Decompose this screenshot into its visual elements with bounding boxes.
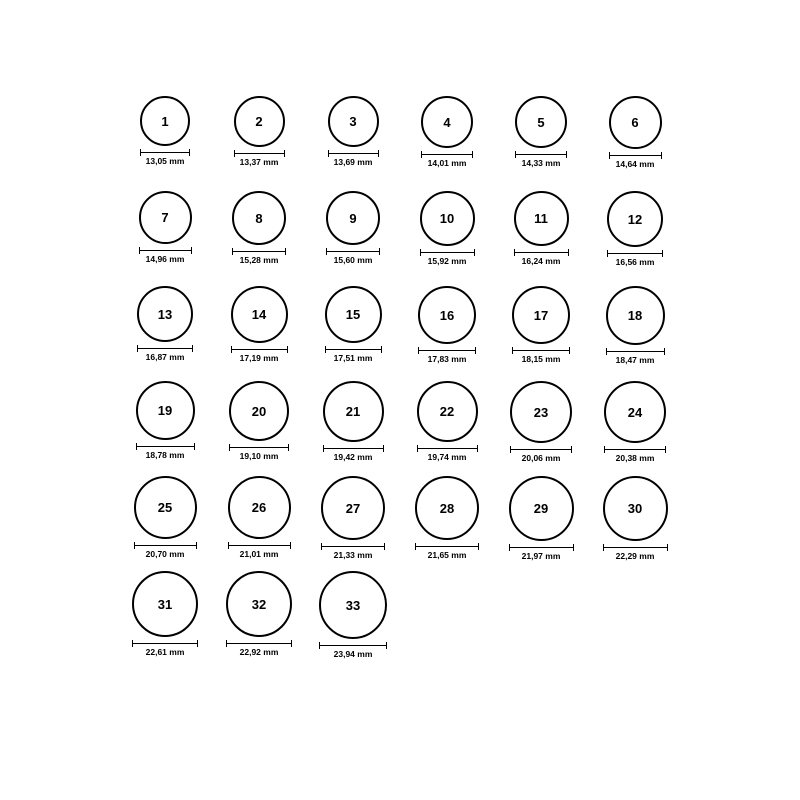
ring-diameter-mm: 17,51 mm (333, 353, 373, 363)
ring-size-cell (212, 571, 306, 666)
ring-diameter-mm: 17,83 mm (427, 354, 467, 364)
ring-size-cell (588, 191, 682, 286)
ring-circle (319, 571, 387, 639)
ring-diameter-mm: 14,64 mm (615, 159, 655, 169)
caliper-icon (606, 348, 665, 355)
ring-diameter-mm: 22,29 mm (615, 551, 655, 561)
ring-measurement (603, 544, 668, 561)
ring-size-label: 10 (439, 211, 455, 226)
caliper-icon (325, 346, 382, 353)
ring-measurement (418, 347, 476, 364)
ring-measurement (325, 346, 382, 363)
ring-circle (228, 476, 291, 539)
ring-circle (232, 191, 286, 245)
caliper-icon (140, 149, 190, 156)
ring-size-cell (400, 286, 494, 381)
ring-size-cell (118, 571, 212, 666)
ring-measurement (515, 151, 567, 168)
ring-diameter-mm: 19,10 mm (239, 451, 279, 461)
caliper-icon (232, 248, 286, 255)
ring-size-label: 3 (349, 114, 357, 129)
ring-size-cell (588, 476, 682, 571)
ring-size-label: 2 (255, 114, 263, 129)
ring-size-cell (306, 476, 400, 571)
caliper-icon (609, 152, 662, 159)
ring-size-cell (494, 381, 588, 476)
ring-measurement (234, 150, 285, 167)
ring-measurement (319, 642, 387, 659)
ring-size-cell (400, 381, 494, 476)
ring-size-label: 4 (443, 114, 451, 130)
ring-diameter-mm: 16,56 mm (615, 257, 655, 267)
ring-measurement (417, 445, 478, 462)
ring-diameter-mm: 22,61 mm (145, 647, 185, 657)
ring-circle (510, 381, 572, 443)
ring-diameter-mm: 16,24 mm (521, 256, 561, 266)
ring-measurement (136, 443, 195, 460)
ring-diameter-mm: 21,01 mm (239, 549, 279, 559)
ring-measurement (134, 542, 197, 559)
ring-size-cell (400, 191, 494, 286)
ring-circle (139, 191, 192, 244)
ring-size-cell (212, 191, 306, 286)
ring-measurement (420, 249, 475, 266)
ring-circle (132, 571, 198, 637)
ring-size-label: 33 (345, 597, 361, 613)
ring-measurement (606, 348, 665, 365)
ring-circle (229, 381, 289, 441)
ring-diameter-mm: 19,42 mm (333, 452, 373, 462)
ring-size-cell (306, 571, 400, 666)
ring-diameter-mm: 20,38 mm (615, 453, 655, 463)
ring-measurement (229, 444, 289, 461)
ring-size-label: 14 (251, 307, 267, 322)
caliper-icon (418, 347, 476, 354)
ring-size-label: 12 (627, 211, 643, 227)
ring-circle (226, 571, 292, 637)
caliper-icon (604, 446, 666, 453)
ring-size-cell (306, 191, 400, 286)
ring-size-cell (306, 286, 400, 381)
ring-size-label: 9 (349, 210, 357, 226)
ring-circle (606, 286, 665, 345)
caliper-icon (515, 151, 567, 158)
caliper-icon (509, 544, 574, 551)
ring-circle (515, 96, 567, 148)
ring-measurement (510, 446, 572, 463)
ring-diameter-mm: 20,06 mm (521, 453, 561, 463)
ring-circle (607, 191, 663, 247)
ring-circle (512, 286, 570, 344)
ring-size-label: 6 (631, 115, 639, 130)
ring-size-label: 24 (627, 404, 643, 420)
caliper-icon (417, 445, 478, 452)
ring-diameter-mm: 21,65 mm (427, 550, 467, 560)
ring-circle (514, 191, 569, 246)
ring-size-cell (212, 96, 306, 191)
caliper-icon (510, 446, 572, 453)
ring-size-cell (118, 476, 212, 571)
caliper-icon (326, 248, 380, 255)
caliper-icon (319, 642, 387, 649)
ring-diameter-mm: 18,47 mm (615, 355, 655, 365)
ring-size-grid (0, 96, 800, 666)
ring-size-label: 15 (345, 307, 361, 322)
ring-size-label: 30 (627, 501, 643, 516)
ring-size-cell (118, 191, 212, 286)
caliper-icon (234, 150, 285, 157)
ring-size-cell (400, 476, 494, 571)
ring-circle (421, 96, 473, 148)
ring-size-label: 11 (534, 211, 548, 226)
ring-size-cell (494, 476, 588, 571)
ring-size-label: 32 (251, 596, 267, 612)
ring-measurement (421, 151, 473, 168)
ring-size-cell (118, 381, 212, 476)
ring-diameter-mm: 14,33 mm (521, 158, 561, 168)
ring-size-label: 23 (533, 404, 549, 420)
ring-size-cell (494, 191, 588, 286)
ring-measurement (607, 250, 663, 267)
ring-diameter-mm: 19,74 mm (427, 452, 467, 462)
ring-measurement (139, 247, 192, 264)
ring-circle (509, 476, 574, 541)
ring-measurement (512, 347, 570, 364)
ring-circle (604, 381, 666, 443)
ring-size-cell (306, 96, 400, 191)
ring-measurement (609, 152, 662, 169)
ring-measurement (323, 445, 384, 462)
ring-diameter-mm: 13,37 mm (239, 157, 279, 167)
ring-size-label: 13 (157, 306, 173, 322)
ring-measurement (231, 346, 288, 363)
ring-size-cell (306, 381, 400, 476)
caliper-icon (415, 543, 479, 550)
ring-measurement (328, 150, 379, 167)
ring-measurement (509, 544, 574, 561)
ring-size-cell (494, 286, 588, 381)
ring-circle (418, 286, 476, 344)
ring-size-cell (588, 286, 682, 381)
ring-circle (234, 96, 285, 147)
caliper-icon (228, 542, 291, 549)
ring-circle (231, 286, 288, 343)
ring-circle (420, 191, 475, 246)
caliper-icon (607, 250, 663, 257)
ring-size-label: 31 (157, 596, 173, 612)
ring-size-cell (212, 381, 306, 476)
ring-measurement (604, 446, 666, 463)
ring-diameter-mm: 23,94 mm (333, 649, 373, 659)
ring-measurement (326, 248, 380, 265)
caliper-icon (132, 640, 198, 647)
ring-circle (417, 381, 478, 442)
caliper-icon (136, 443, 195, 450)
ring-size-label: 25 (157, 500, 173, 515)
caliper-icon (512, 347, 570, 354)
ring-size-cell (212, 286, 306, 381)
ring-measurement (137, 345, 193, 362)
caliper-icon (139, 247, 192, 254)
ring-size-label: 5 (537, 114, 545, 130)
ring-size-cell (118, 286, 212, 381)
ring-circle (323, 381, 384, 442)
ring-diameter-mm: 22,92 mm (239, 647, 279, 657)
ring-size-cell (400, 96, 494, 191)
caliper-icon (229, 444, 289, 451)
caliper-icon (421, 151, 473, 158)
ring-circle (140, 96, 190, 146)
ring-size-label: 16 (439, 307, 455, 323)
ring-size-label: 29 (533, 501, 549, 516)
ring-diameter-mm: 15,92 mm (427, 256, 467, 266)
ring-size-label: 28 (439, 500, 455, 516)
ring-diameter-mm: 21,33 mm (333, 550, 373, 560)
ring-size-label: 26 (251, 500, 267, 515)
ring-circle (134, 476, 197, 539)
ring-diameter-mm: 21,97 mm (521, 551, 561, 561)
ring-size-label: 8 (255, 210, 263, 226)
ring-diameter-mm: 20,70 mm (145, 549, 185, 559)
ring-measurement (132, 640, 198, 657)
ring-size-label: 22 (439, 404, 455, 419)
caliper-icon (226, 640, 292, 647)
ring-size-cell (212, 476, 306, 571)
ring-circle (137, 286, 193, 342)
caliper-icon (603, 544, 668, 551)
ring-measurement (415, 543, 479, 560)
ring-diameter-mm: 18,78 mm (145, 450, 185, 460)
ring-diameter-mm: 18,15 mm (521, 354, 561, 364)
ring-measurement (228, 542, 291, 559)
caliper-icon (231, 346, 288, 353)
ring-diameter-mm: 16,87 mm (145, 352, 185, 362)
ring-circle (609, 96, 662, 149)
ring-diameter-mm: 15,28 mm (239, 255, 279, 265)
ring-size-cell (494, 96, 588, 191)
caliper-icon (420, 249, 475, 256)
ring-measurement (514, 249, 569, 266)
ring-circle (136, 381, 195, 440)
ring-circle (328, 96, 379, 147)
ring-circle (326, 191, 380, 245)
ring-size-label: 21 (345, 404, 361, 419)
ring-size-label: 20 (251, 403, 267, 419)
ring-circle (603, 476, 668, 541)
caliper-icon (328, 150, 379, 157)
ring-diameter-mm: 15,60 mm (333, 255, 373, 265)
ring-circle (325, 286, 382, 343)
ring-circle (321, 476, 385, 540)
ring-size-cell (588, 381, 682, 476)
ring-measurement (226, 640, 292, 657)
ring-size-cell (118, 96, 212, 191)
ring-size-label: 18 (627, 308, 643, 323)
caliper-icon (323, 445, 384, 452)
ring-measurement (140, 149, 190, 166)
ring-measurement (232, 248, 286, 265)
caliper-icon (514, 249, 569, 256)
caliper-icon (137, 345, 193, 352)
ring-measurement (321, 543, 385, 560)
ring-size-cell (588, 96, 682, 191)
ring-size-label: 17 (533, 307, 549, 323)
ring-size-label: 27 (345, 500, 361, 516)
ring-size-label: 1 (161, 113, 169, 129)
ring-circle (415, 476, 479, 540)
ring-diameter-mm: 14,01 mm (427, 158, 467, 168)
ring-diameter-mm: 13,69 mm (333, 157, 373, 167)
ring-diameter-mm: 17,19 mm (239, 353, 279, 363)
caliper-icon (321, 543, 385, 550)
ring-diameter-mm: 14,96 mm (145, 254, 185, 264)
caliper-icon (134, 542, 197, 549)
ring-size-label: 7 (161, 210, 169, 225)
ring-size-label: 19 (157, 403, 173, 418)
ring-diameter-mm: 13,05 mm (145, 156, 185, 166)
